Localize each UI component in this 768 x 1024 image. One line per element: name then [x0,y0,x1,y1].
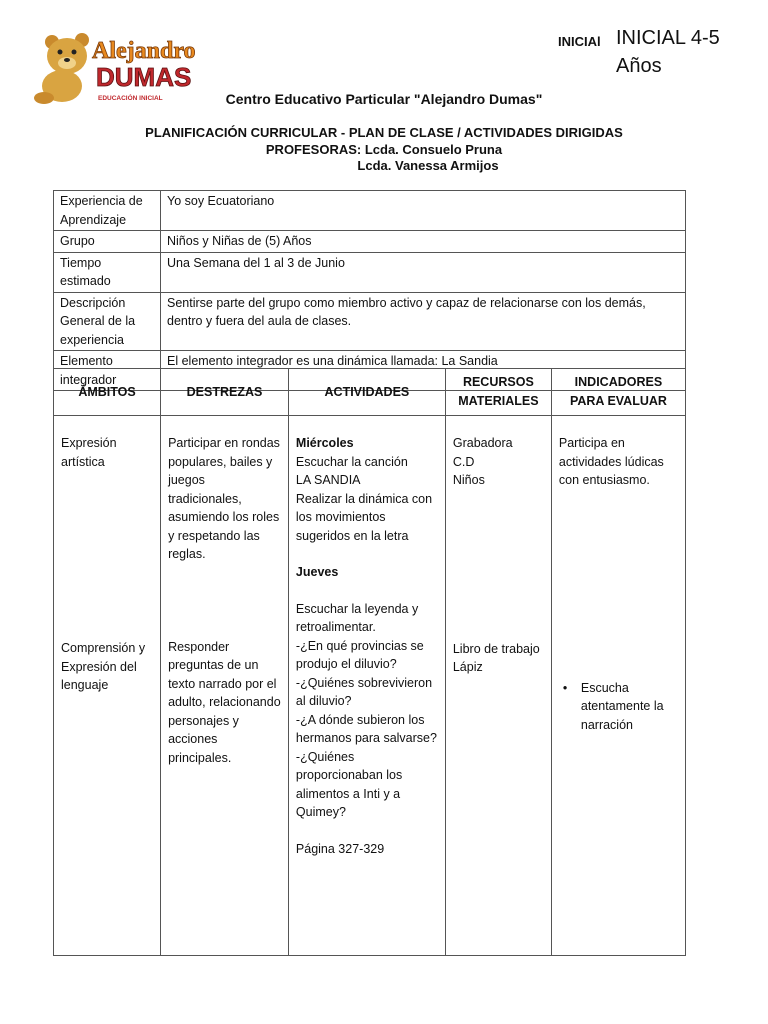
logo-text-alejandro: Alejandro [92,38,196,64]
info-row [54,191,686,231]
level-label-line1: INICIAL 4-5 [616,27,720,49]
col-header-destrezas: DESTREZAS [161,369,289,416]
info-label: Elemento integrador [54,351,161,391]
activity-line: -¿Quiénes sobrevivieron al diluvio? [295,675,433,708]
ambito-1: Expresión artística [61,436,117,469]
resource-item: Libro de trabajo [452,641,540,656]
plan-title: PLANIFICACIÓN CURRICULAR - PLAN DE CLASE / ACTIVIDADES DIRIGIDAS [145,125,623,140]
activity-line: -¿Quiénes proporcionaban los alimentos a Inti y a Quimey? [295,749,403,819]
info-row [54,231,686,253]
info-value: Una Semana del 1 al 3 de Junio [161,252,686,292]
actividades-cell [288,416,445,956]
info-value: El elemento integrador es una dinámica llamada: La Sandia [161,351,686,391]
destreza-1: Participar en rondas populares, bailes y juegos tradicionales, asumiendo los roles y respetando las reglas. [168,436,280,561]
resource-item: Lápiz [452,660,483,674]
activity-line: LA SANDIA [295,473,361,487]
logo-text-dumas: DUMAS [96,62,192,92]
logo-text-sub: EDUCACIÓN INICIAL [98,95,163,102]
header-row [54,369,686,416]
col-header-recursos: RECURSOS MATERIALES [445,369,551,416]
info-value: Niños y Niñas de (5) Años [161,231,686,253]
info-row [54,252,686,292]
col-header-ambitos: ÁMBITOS [54,369,161,416]
activity-line: -¿A dónde subieron los hermanos para salvarse? [295,712,437,745]
resource-item: Grabadora [452,436,513,450]
info-row [54,292,686,351]
activity-line: Realizar la dinámica con los movimientos sugeridos en la letra [295,491,433,543]
indicator-list [559,679,678,735]
teacher-2-line: Lcda. Vanessa Armijos [357,158,499,173]
recursos-cell [445,416,551,956]
activities-table [53,368,686,956]
content-row [54,416,686,956]
col-header-actividades: ACTIVIDADES [288,369,445,416]
level-label-small: INICIAl [558,34,601,49]
ambito-2: Comprensión y Expresión del lenguaje [61,641,146,692]
info-label: Experiencia de Aprendizaje [54,191,161,231]
destrezas-cell [161,416,289,956]
activity-line: Escuchar la leyenda y retroalimentar. [295,601,419,634]
resource-item: Niños [452,473,485,487]
day-label: Miércoles [295,436,354,450]
level-label-line2: Años [616,55,662,77]
info-label: Tiempo estimado [54,252,161,292]
page-reference: Página 327-329 [295,841,385,856]
indicadores-cell [551,416,685,956]
activity-line: -¿En qué provincias se produjo el diluvio? [295,638,424,671]
info-value: Sentirse parte del grupo como miembro activo y capaz de relacionarse con los demás, dentro y fuera del aula de clases. [161,292,686,351]
info-value: Yo soy Ecuatoriano [161,191,686,231]
activity-line: Escuchar la canción [295,454,408,469]
day-label: Jueves [295,565,339,579]
info-label: Grupo [54,231,161,253]
col-header-indicadores: INDICADORES PARA EVALUAR [551,369,685,416]
experience-info-table [53,190,686,391]
destreza-2: Responder preguntas de un texto narrado por el adulto, relacionando personajes y acciones principales. [168,639,281,765]
teachers-line: PROFESORAS: Lcda. Consuelo Pruna [265,142,503,157]
indicator-1: Participa en actividades lúdicas con entusiasmo. [558,436,664,487]
resource-item: C.D [452,454,475,469]
school-title: Centro Educativo Particular "Alejandro Dumas" [225,91,543,107]
indicator-2: • Escucha atentamente la narración [559,679,678,735]
info-label: Descripción General de la experiencia [54,292,161,351]
level-label-big [616,24,746,80]
ambitos-cell [54,416,161,956]
